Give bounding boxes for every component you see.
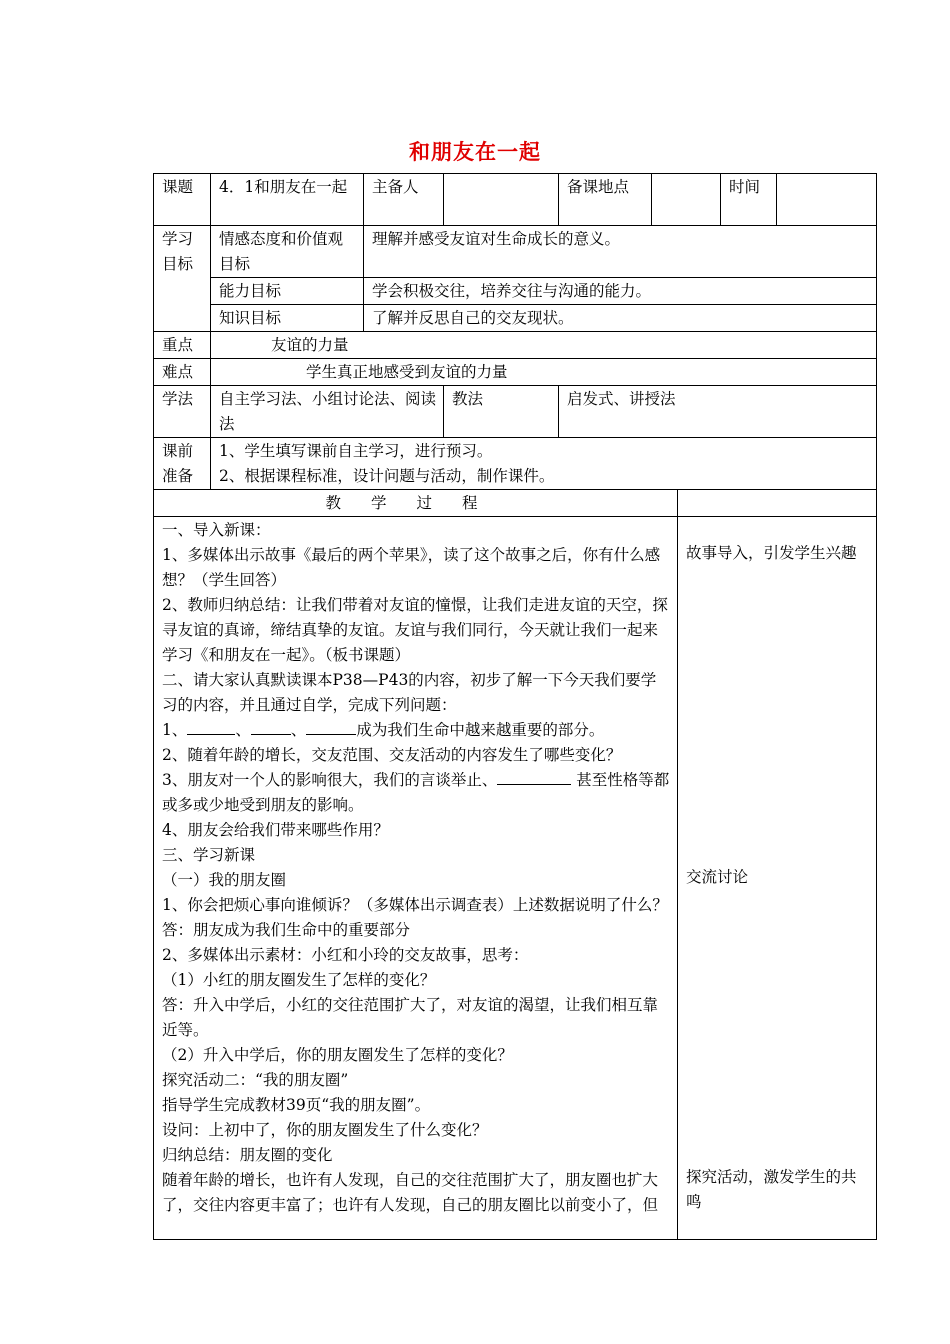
process-line: 探究活动二：“我的朋友圈”: [162, 1071, 349, 1089]
key-point-content: 友谊的力量: [211, 332, 877, 359]
fill-in-question: [162, 768, 671, 818]
time-value: [777, 174, 877, 226]
page-title: 和朋友在一起: [409, 139, 541, 164]
side-notes: [678, 517, 877, 1240]
process-line: 4、朋友会给我们带来哪些作用？: [162, 821, 389, 839]
objective-row: [154, 226, 877, 278]
question-text: 、: [235, 721, 251, 739]
preparer-value: [444, 174, 559, 226]
process-line: 二、请大家认真默读课本P38—P43的内容，初步了解一下今天我们要学习的内容，并且通过自学，完成下列问题：: [162, 671, 657, 714]
process-header: 教学过程: [154, 490, 678, 517]
process-line: 2、教师归纳总结：让我们带着对友谊的憧憬，让我们走进友谊的天空，探寻友谊的真谛，缔结真挚的友谊。友谊与我们同行，今天就让我们一起来学习《和朋友在一起》。（板书课题）: [162, 596, 668, 664]
difficulty-row: [154, 359, 877, 386]
side-note: 探究活动，激发学生的共鸣: [686, 1168, 857, 1211]
objective-row: [154, 278, 877, 305]
process-content: [154, 517, 678, 1240]
preparation-item: 1、学生填写课前自主学习，进行预习。: [219, 442, 493, 460]
process-line: 答：升入中学后，小红的交往范围扩大了，对友谊的渴望，让我们相互靠近等。: [162, 996, 659, 1039]
objective-row: [154, 305, 877, 332]
location-value: [652, 174, 721, 226]
question-text: 成为我们生命中越来越重要的部分。: [356, 721, 605, 739]
methods-row: [154, 386, 877, 438]
preparation-label: 课前准备: [154, 438, 211, 490]
study-method-label: 学法: [154, 386, 211, 438]
preparation-content: [211, 438, 877, 490]
difficulty-label: 难点: [154, 359, 211, 386]
process-line: （2）升入中学后，你的朋友圈发生了怎样的变化？: [162, 1046, 513, 1064]
objective-name: 能力目标: [211, 278, 364, 305]
process-line: 答：朋友成为我们生命中的重要部分: [162, 921, 411, 939]
header-row: [154, 174, 877, 226]
fill-in-question: [162, 718, 671, 743]
question-text: 、: [290, 721, 307, 739]
side-note: 故事导入，引发学生兴趣: [686, 544, 857, 562]
process-line: （一）我的朋友圈: [162, 871, 287, 889]
lesson-label: 课题: [154, 174, 211, 226]
answer-blank: [497, 769, 571, 785]
objectives-label: 学习目标: [154, 226, 211, 332]
location-label: 备课地点: [559, 174, 652, 226]
objective-content: 理解并感受友谊对生命成长的意义。: [364, 226, 877, 278]
difficulty-content: 学生真正地感受到友谊的力量: [211, 359, 877, 386]
process-line: 三、学习新课: [162, 846, 256, 864]
objective-content: 学会积极交往，培养交往与沟通的能力。: [364, 278, 877, 305]
process-header-row: [154, 490, 877, 517]
objective-name: 情感态度和价值观目标: [211, 226, 364, 278]
process-line: （1）小红的朋友圈发生了怎样的变化？: [162, 971, 436, 989]
process-line: 2、多媒体出示素材：小红和小玲的交友故事，思考：: [162, 946, 529, 964]
process-line: 归纳总结：朋友圈的变化: [162, 1146, 333, 1164]
answer-blank: [251, 719, 291, 735]
answer-blank: [306, 719, 356, 735]
objective-content: 了解并反思自己的交友现状。: [364, 305, 877, 332]
preparation-item: 2、根据课程标准，设计问题与活动，制作课件。: [219, 467, 555, 485]
answer-blank: [187, 719, 235, 735]
process-line: 一、导入新课：: [162, 521, 271, 539]
study-method-value: 自主学习法、小组讨论法、阅读法: [211, 386, 444, 438]
process-line: 随着年龄的增长，也许有人发现，自己的交往范围扩大了，朋友圈也扩大了，交往内容更丰富了；也许有人发现，自己的朋友圈比以前变小了，但: [162, 1171, 659, 1214]
teach-method-value: 启发式、讲授法: [559, 386, 877, 438]
process-row: [154, 517, 877, 1240]
teach-method-label: 教法: [444, 386, 559, 438]
preparer-label: 主备人: [364, 174, 444, 226]
question-text: 3、朋友对一个人的影响很大，我们的言谈举止、: [162, 771, 498, 789]
process-header-side: [678, 490, 877, 517]
lesson-value: 4．1和朋友在一起: [211, 174, 364, 226]
side-note: 交流讨论: [686, 868, 749, 886]
preparation-row: [154, 438, 877, 490]
lesson-plan-table: [153, 173, 877, 1240]
question-text: 甚至性格等都或多或少地受到朋友的影响。: [162, 771, 670, 814]
time-label: 时间: [721, 174, 777, 226]
process-line: 2、随着年龄的增长，交友范围、交友活动的内容发生了哪些变化？: [162, 746, 622, 764]
process-line: 1、多媒体出示故事《最后的两个苹果》，读了这个故事之后，你有什么感想？（学生回答）: [162, 546, 661, 589]
process-line: 设问：上初中了，你的朋友圈发生了什么变化？: [162, 1121, 488, 1139]
question-text: 1、: [162, 721, 188, 739]
process-line: 1、你会把烦心事向谁倾诉？（多媒体出示调查表）上述数据说明了什么？: [162, 896, 668, 914]
process-line: 指导学生完成教材39页“我的朋友圈”。: [162, 1096, 431, 1114]
objective-name: 知识目标: [211, 305, 364, 332]
key-point-row: [154, 332, 877, 359]
key-point-label: 重点: [154, 332, 211, 359]
